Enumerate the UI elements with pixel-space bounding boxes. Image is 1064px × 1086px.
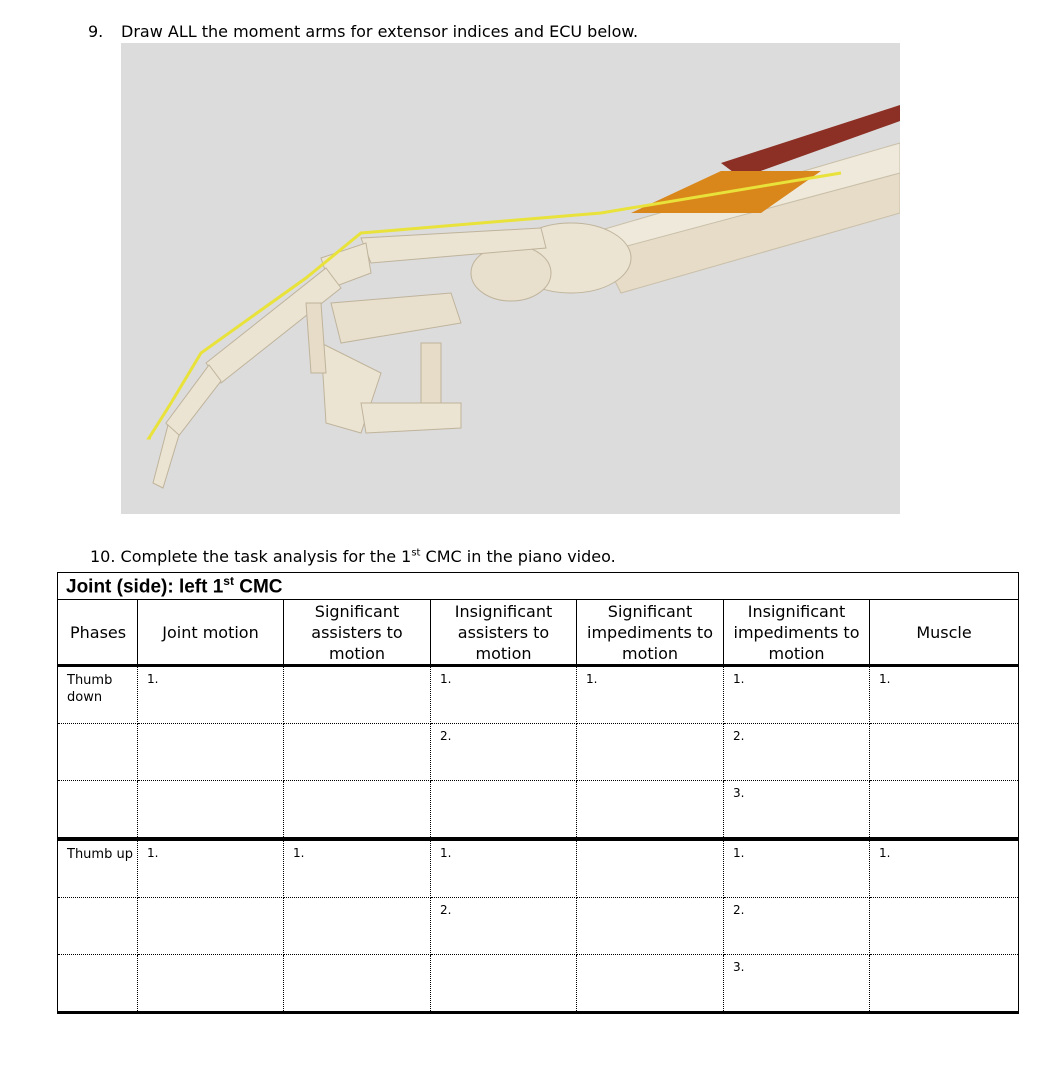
table-cell[interactable]: 2. <box>724 898 870 955</box>
table-cell[interactable]: 2. <box>724 724 870 781</box>
header-row <box>58 600 1019 666</box>
table-cell[interactable] <box>138 955 284 1013</box>
table-cell[interactable] <box>58 781 138 840</box>
table-cell[interactable]: Thumb down <box>58 666 138 724</box>
table-cell[interactable] <box>870 781 1019 840</box>
table-cell[interactable] <box>431 955 577 1013</box>
joint-row <box>58 573 1019 600</box>
question-9 <box>88 22 638 41</box>
table-cell[interactable] <box>284 666 431 724</box>
table-cell[interactable]: Thumb up <box>58 839 138 898</box>
table-cell[interactable]: 1. <box>138 666 284 724</box>
table-cell[interactable] <box>284 898 431 955</box>
question-9-text: Draw ALL the moment arms for extensor indices and ECU below. <box>121 22 639 41</box>
table-cell[interactable]: 1. <box>870 666 1019 724</box>
table-cell[interactable] <box>577 955 724 1013</box>
table-cell[interactable]: 2. <box>431 898 577 955</box>
table-cell[interactable] <box>431 781 577 840</box>
table-cell[interactable] <box>577 898 724 955</box>
table-cell[interactable] <box>138 724 284 781</box>
table-cell[interactable]: 1. <box>870 839 1019 898</box>
table-cell[interactable]: 3. <box>724 781 870 840</box>
header-muscle: Muscle <box>870 600 1019 666</box>
header-phases: Phases <box>58 600 138 666</box>
table-cell[interactable] <box>870 724 1019 781</box>
table-cell[interactable] <box>577 724 724 781</box>
header-significant-assisters: Significant assisters to motion <box>284 600 431 666</box>
table-cell[interactable]: 1. <box>431 839 577 898</box>
table-cell[interactable] <box>284 955 431 1013</box>
table-cell[interactable]: 2. <box>431 724 577 781</box>
question-9-number: 9. <box>88 22 104 41</box>
question-10-sup: st <box>411 547 421 559</box>
header-joint-motion: Joint motion <box>138 600 284 666</box>
header-significant-impediments: Significant impediments to motion <box>577 600 724 666</box>
table-cell[interactable]: 1. <box>138 839 284 898</box>
table-row <box>58 724 1019 781</box>
table-cell[interactable] <box>870 955 1019 1013</box>
header-insignificant-assisters: Insignificant assisters to motion <box>431 600 577 666</box>
table-cell[interactable] <box>870 898 1019 955</box>
table-cell[interactable] <box>138 898 284 955</box>
table-cell[interactable] <box>577 781 724 840</box>
table-cell[interactable]: 1. <box>577 666 724 724</box>
joint-label <box>58 573 1019 600</box>
table-cell[interactable] <box>138 781 284 840</box>
hand-skeleton-illustration <box>121 43 900 514</box>
joint-suffix: CMC <box>233 576 283 598</box>
table-cell[interactable]: 1. <box>284 839 431 898</box>
question-10 <box>90 547 616 566</box>
header-insignificant-impediments: Insignificant impediments to motion <box>724 600 870 666</box>
table-row <box>58 781 1019 840</box>
table-cell[interactable] <box>58 724 138 781</box>
task-analysis-table <box>57 572 1019 1014</box>
joint-sup: st <box>223 573 234 588</box>
table-row <box>58 955 1019 1013</box>
table-row <box>58 839 1019 898</box>
question-10-suffix: CMC in the piano video. <box>420 547 616 566</box>
table-cell[interactable] <box>58 955 138 1013</box>
table-row <box>58 898 1019 955</box>
table-cell[interactable]: 3. <box>724 955 870 1013</box>
hand-skeleton-figure <box>121 43 900 514</box>
table-cell[interactable] <box>284 724 431 781</box>
table-cell[interactable] <box>284 781 431 840</box>
question-10-prefix: 10. Complete the task analysis for the 1 <box>90 547 412 566</box>
table-cell[interactable]: 1. <box>431 666 577 724</box>
joint-prefix: Joint (side): left 1 <box>66 576 224 598</box>
table-cell[interactable] <box>58 898 138 955</box>
table-cell[interactable]: 1. <box>724 839 870 898</box>
table-row <box>58 666 1019 724</box>
table-cell[interactable] <box>577 839 724 898</box>
table-cell[interactable]: 1. <box>724 666 870 724</box>
